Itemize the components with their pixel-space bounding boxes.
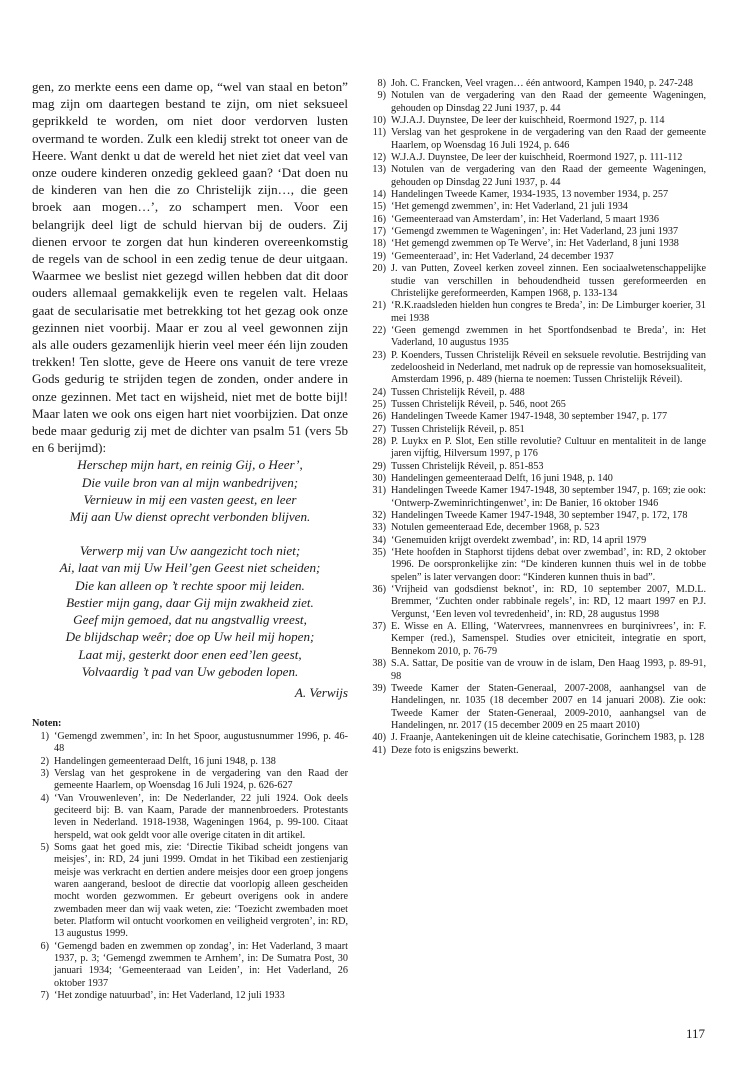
footnote-text: Tussen Christelijk Réveil, p. 488 [391,386,525,398]
footnote [369,424,706,436]
footnote [369,411,706,423]
footnote-text: Tussen Christelijk Réveil, p. 851-853 [391,460,544,472]
footnote-number: 27) [372,423,386,435]
footnote-number: 10) [372,115,386,127]
footnote-text: P. Koenders, Tussen Christelijk Réveil en seksuele revolutie. Bestrijding van zedeloosheid in Nederland, met nadruk op de repressie van homoseksualiteit, Amsterdam 1996, p. 489 (hierna te noemen: Tussen Christelijk Réveil). [391,349,706,386]
poem-line: Volvaardig ’t pad van Uw geboden lopen. [81,663,299,679]
footnote-number: 5) [40,842,49,853]
footnote-number: 9) [377,90,386,102]
poem-line: Bestier mijn gang, daar Gij mijn zwakheid ziet. [66,594,314,610]
footnote-number: 16) [372,213,386,225]
footnote-number: 8) [377,78,386,89]
footnote-number: 38) [372,658,386,670]
footnote [32,793,348,842]
poem-line: Herschep mijn hart, en reinig Gij, o Heer’, [77,457,303,473]
footnote-number: 31) [372,485,386,497]
poem-line: Laat mij, gesterkt door enen eed’len geest, [78,646,302,662]
footnote [369,745,706,757]
notes-heading: Noten: [32,717,62,729]
footnote-number: 25) [372,398,386,410]
footnote-number: 26) [372,411,386,423]
footnote-number: 3) [40,767,49,779]
footnote-text: ‘Vrijheid van godsdienst beknot’, in: RD, 10 september 2007, M.D.L. Bremmer, ‘Zuchten onder rabbinale regels’, in: RD, 12 maart 1997 en P.J. Vergunst, ‘Een leven vol tevredenheid’, in: RD, 28 augustus 1998 [391,584,706,620]
footnote-text: Tussen Christelijk Réveil, p. 546, noot 265 [391,398,566,410]
footnote-text: Verslag van het gesprokene in de vergadering van den Raad der gemeente Haarlem, op Woensdag 16 Juli 1924, p. 646 [391,127,706,151]
footnote [369,115,706,127]
footnote [369,127,706,152]
footnote-text: Handelingen Tweede Kamer 1947-1948, 30 september 1947, p. 169; zie ook: ‘Ontwerp-Zweminrichtingenwet’, in: De Banier, 16 oktober 1946 [391,485,706,509]
footnote-text: J. van Putten, Zoveel kerken zoveel zinnen. Een sociaalwetenschappelijke studie van verschillen in behoudendheid tussen gereformeerden en Christelijke gereformeerden, Kampen 1968, p. 133-134 [391,263,706,299]
poem-line: Vernieuw in mij een vasten geest, en leer [83,491,297,507]
footnote-text: ‘Gemengd zwemmen’, in: In het Spoor, augustusnummer 1996, p. 46-48 [54,730,348,755]
footnote-number: 11) [372,127,386,139]
author-signature: A. Verwijs [294,684,348,700]
footnote-number: 19) [372,250,386,262]
footnote [369,522,706,534]
footnote [369,473,706,485]
notes-list-right [369,78,706,757]
footnote-number: 21) [372,300,386,312]
footnote-number: 14) [372,189,386,201]
footnote [32,941,348,990]
footnote-text: Handelingen Tweede Kamer 1947-1948, 30 september 1947, p. 172, 178 [391,510,688,522]
footnote-text: Tweede Kamer der Staten-Generaal, 2007-2008, aanhangsel van de Handelingen, nr. 1035 (18 december 2007 en 14 januari 2008). Zie ook: Tweede Kamer der Staten-Generaal, 2009-2010, aanhangsel van de Handelingen, nr. 2017 (15 december 2009 en 25 maart 2010) [391,682,706,731]
footnote-number: 12) [372,152,386,164]
footnote-text: Notulen van de vergadering van den Raad der gemeente Wageningen, gehouden op Dinsdag 22 Juni 1937, p. 44 [391,90,706,114]
footnote [369,78,706,90]
footnote-text: ‘Gemengd zwemmen te Wageningen’, in: Het Vaderland, 23 juni 1937 [391,226,679,238]
footnote-text: Handelingen Tweede Kamer, 1934-1935, 13 november 1934, p. 257 [391,189,669,201]
footnote [369,263,706,300]
footnote-number: 39) [372,682,386,694]
footnote-text: W.J.A.J. Duynstee, De leer der kuischheid, Roermond 1927, p. 111-112 [391,152,683,164]
footnote-number: 34) [372,534,386,546]
footnote-text: J. Fraanje, Aantekeningen uit de kleine catechisatie, Gorinchem 1983, p. 128 [391,732,705,744]
footnote [369,226,706,238]
footnote [369,535,706,547]
poem-line: Die vuile bron van al mijn wanbedrijven; [81,474,299,490]
right-column [369,78,706,757]
footnote-number: 4) [40,792,49,804]
footnote-number: 13) [372,164,386,176]
footnote-text: Handelingen gemeenteraad Delft, 16 juni 1948, p. 138 [54,755,276,767]
footnote [369,350,706,387]
footnote-number: 41) [372,744,386,756]
footnote-text: Tussen Christelijk Réveil, p. 851 [391,423,525,435]
footnote [369,399,706,411]
footnote-text: ‘Van Vrouwenleven’, in: De Nederlander, 22 juli 1924. Ook deels geciteerd bij: B. van Kaam, Parade der mannenbroeders. Protestants leven in Nederland. 1918-1938, Wageningen 1964, p. 99-100. Citaat herspeld, wat ook geldt voor alle overige citaten in dit artikel. [54,792,348,841]
footnote-number: 18) [372,238,386,250]
footnote-number: 33) [372,522,386,534]
footnote-number: 6) [40,940,49,952]
footnote-number: 20) [372,263,386,275]
footnote-number: 32) [372,510,386,522]
footnote [369,238,706,250]
footnote [369,584,706,621]
footnote-number: 1) [40,730,49,742]
footnote-number: 35) [372,547,386,559]
footnote-text: ‘Genemuiden krijgt overdekt zwembad’, in: RD, 14 april 1979 [391,534,647,546]
footnote [32,756,348,768]
footnote-text: ‘Gemeenteraad’, in: Het Vaderland, 24 december 1937 [391,250,614,262]
footnote-number: 22) [372,324,386,336]
footnote-text: Joh. C. Francken, Veel vragen… één antwoord, Kampen 1940, p. 247-248 [391,78,693,89]
footnote [369,732,706,744]
footnote [369,152,706,164]
footnote [369,485,706,510]
footnote [32,768,348,793]
footnote [369,510,706,522]
footnote-text: ‘Gemengd baden en zwemmen op zondag’, in: Het Vaderland, 3 maart 1937, p. 3; ‘Gemengd zwemmen te Arnhem’, in: De Sumatra Post, 30 januari 1934; ‘Gemeenteraad van Leiden’, in: Het Vaderland, 26 oktober 1937 [54,940,348,989]
footnote-number: 7) [40,990,49,1002]
footnote-number: 15) [372,201,386,213]
poem-line: Geef mijn gemoed, dat nu angstvallig vreest, [73,612,307,628]
footnote-text: Verslag van het gesprokene in de vergadering van den Raad der gemeente Haarlem, op Woensdag 16 Juli 1924, p. 626-627 [54,767,348,792]
footnote-number: 24) [372,386,386,398]
poem-line: De blijdschap weêr; doe op Uw heil mij hopen; [65,629,315,645]
footnote [369,201,706,213]
footnote-text: ‘Het zondige natuurbad’, in: Het Vaderland, 12 juli 1933 [54,990,285,1002]
footnote-number: 30) [372,473,386,484]
footnote [369,461,706,473]
footnote-number: 2) [40,755,49,767]
footnote [369,387,706,399]
footnote [369,683,706,732]
footnote-text: ‘Gemeenteraad van Amsterdam’, in: Het Vaderland, 5 maart 1936 [391,213,659,225]
footnote [32,990,348,1002]
footnote [32,731,348,756]
footnote-number: 29) [372,460,386,472]
footnote-number: 40) [372,732,386,744]
footnote [369,436,706,461]
footnote-number: 23) [372,349,386,361]
poem-line: Mij aan Uw dienst oprecht verbonden blijven. [69,509,311,525]
notes-list-left [32,731,348,1003]
poem-stanza-1 [32,456,348,525]
footnote [32,842,348,941]
footnote [369,658,706,683]
page-number: 117 [685,1026,705,1041]
footnote-text: Handelingen gemeenteraad Delft, 16 juni 1948, p. 140 [391,473,613,484]
footnote-text: ‘Hete hoofden in Staphorst tijdens debat over zwembad’, in: RD, 2 oktober 1996. De oorspronkelijke zin: “De kinderen kunnen thuis wel in de tobbe spelen” is later vervangen door: “Kinderen kunnen thuis in bad”. [391,547,706,583]
footnote [369,164,706,189]
footnote-text: S.A. Sattar, De positie van de vrouw in de islam, Den Haag 1993, p. 89-91, 98 [391,658,706,682]
footnote-text: Notulen van de vergadering van den Raad der gemeente Wageningen, gehouden op Dinsdag 22 Juni 1937, p. 44 [391,164,706,188]
footnote [369,300,706,325]
footnote [369,325,706,350]
poem-line: Die kan alleen op ’t rechte spoor mij leiden. [75,577,305,593]
footnote-text: E. Wisse en A. Elling, ‘Watervrees, mannenvrees en burqinivrees’, in: F. Kemper (red.), Samenspel. Studies over etniciteit, integratie en sport, Bennekom 2010, p. 76-79 [391,621,706,657]
footnote [369,214,706,226]
footnote [369,547,706,584]
footnote-number: 28) [372,435,386,447]
footnote-number: 36) [372,584,386,596]
footnote-text: ‘R.K.raadsleden hielden hun congres te Breda’, in: De Limburger koerier, 31 mei 1938 [391,300,706,324]
poem-line: Ai, laat van mij Uw Heil’gen Geest niet scheiden; [59,560,321,576]
footnote-text: Handelingen Tweede Kamer 1947-1948, 30 september 1947, p. 177 [391,411,668,423]
footnote [369,189,706,201]
footnote-text: W.J.A.J. Duynstee, De leer der kuischheid, Roermond 1927, p. 114 [391,115,665,127]
footnote-text: Notulen gemeenteraad Ede, december 1968, p. 523 [391,522,600,534]
footnote-text: ‘Het gemengd zwemmen’, in: Het Vaderland, 21 juli 1934 [391,201,628,213]
poem-stanza-2 [32,542,348,680]
footnote-number: 17) [372,226,386,238]
footnote [369,90,706,115]
footnote-text: Deze foto is enigszins bewerkt. [391,744,519,756]
body-paragraph: gen, zo merkte eens een dame op, “wel van staal en beton” mag zijn om daartegen bestand te zijn, om niet seksueel geprikkeld te worden, om niet door verdorven lusten overmand te worden. Zulk een kledij strekt tot oneer van de Heere. Want denkt u dat de wereld het niet ziet dat veel van onze oudere kinderen onzedig gekleed gaan? ‘Dat doen nu de kinderen van hen die zo Christelijk zijn…, die geen broek aan mogen…’, zo schampert men. Voor een belangrijk deel ligt de schuld hiervan bij de ouders. Zij dienen ervoor te zorgen dat hun kinderen overeenkomstig de regels van de school in een zedig tenue de deur uitgaan. Waarmee we beslist niet gezegd willen hebben dat dit door ouders allemaal gemakkelijk even te regelen valt. Helaas gaat de secularisatie met betrekking tot het gezag ook onze gezinnen niet voorbij. Maar er zou al veel gewonnen zijn als alle ouders gezamenlijk hierin veel meer één lijn zouden trekken! Ten slotte, geve de Heere ons vanuit de tere vreze Gods gedurig te strijden tegen de zonden, onder andere in onze gezinnen. Met tact en wijsheid, niet met de botte bijl! Maar laten we ook ons eigen hart niet voorbijzien. Dat onze bede maar gedurig zij met de dichter van psalm 51 (vers 5b en 6 berijmd): [32,79,348,456]
footnote [369,251,706,263]
footnote-text: ‘Het gemengd zwemmen op Te Werve’, in: Het Vaderland, 8 juni 1938 [391,238,679,250]
left-column [32,78,348,1002]
footnote-text: P. Luykx en P. Slot, Een stille revolutie? Cultuur en mentaliteit in de lange jaren vijftig, Hilversum 1997, p 176 [391,435,706,460]
poem-line: Verwerp mij van Uw aangezicht toch niet; [79,543,301,559]
footnote-text: Soms gaat het goed mis, zie: ‘Directie Tikibad scheidt jongens van meisjes’, in: RD, 24 juni 1999. Omdat in het Tikibad een zestienjarig meisje was verkracht en dertien andere meisjes door een groep jongens waren aangerand, besloot de directie dat voorlopig alleen gescheiden mocht worden gezwommen. Er gebeurt overigens ook in andere zwembaden meer dan wij vaak weten, zie: ‘Toezicht zwembaden moet beter. Platform wil ontucht voorkomen en veiligheid vergroten’, in: RD, 13 augustus 1999. [54,842,348,940]
footnote-text: ‘Geen gemengd zwemmen in het Sportfondsenbad te Breda’, in: Het Vaderland, 10 augustus 1935 [391,324,706,349]
footnote [369,621,706,658]
footnote-number: 37) [372,621,386,633]
psalm-poem [32,456,348,679]
